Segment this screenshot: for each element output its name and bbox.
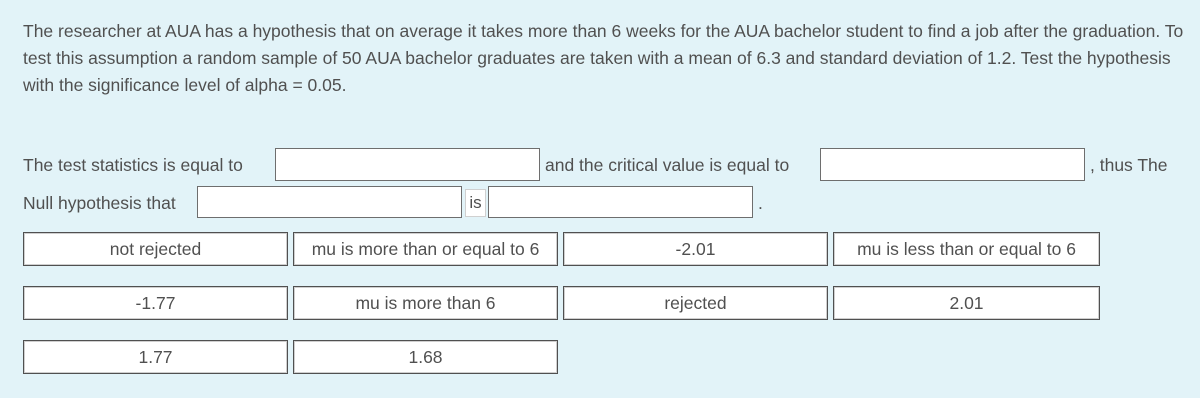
option-chip[interactable]: mu is more than 6	[293, 286, 558, 320]
blank-decision[interactable]	[488, 186, 753, 218]
sentence-part-thus: , thus The	[1090, 155, 1168, 175]
option-chip[interactable]: rejected	[563, 286, 828, 320]
blank-test-statistic[interactable]	[275, 148, 540, 181]
option-chip[interactable]: -2.01	[563, 232, 828, 266]
sentence-part-null-hypothesis: Null hypothesis that	[23, 193, 176, 213]
option-chip[interactable]: 1.77	[23, 340, 288, 374]
option-chip[interactable]: mu is more than or equal to 6	[293, 232, 558, 266]
blank-critical-value[interactable]	[820, 148, 1085, 181]
question-text: The researcher at AUA has a hypothesis that on average it takes more than 6 weeks for the AUA bachelor student to find a job after the graduation. To test this assumption a random sample of 50 AUA bachelor graduates are taken with a mean of 6.3 and standard deviation of 1.2. Test the hypothesis with the significance level of alpha = 0.05.	[23, 21, 1184, 95]
sentence-part-test-statistic: The test statistics is equal to	[23, 155, 243, 175]
sentence-part-period: .	[758, 193, 763, 213]
sentence-part-critical-value: and the critical value is equal to	[545, 155, 790, 175]
option-chip[interactable]: 1.68	[293, 340, 558, 374]
option-chip[interactable]: mu is less than or equal to 6	[833, 232, 1100, 266]
option-chip[interactable]: 2.01	[833, 286, 1100, 320]
blank-null-hypothesis[interactable]	[197, 186, 462, 218]
option-chip[interactable]: -1.77	[23, 286, 288, 320]
sentence-part-is: is	[465, 189, 486, 217]
option-chip[interactable]: not rejected	[23, 232, 288, 266]
